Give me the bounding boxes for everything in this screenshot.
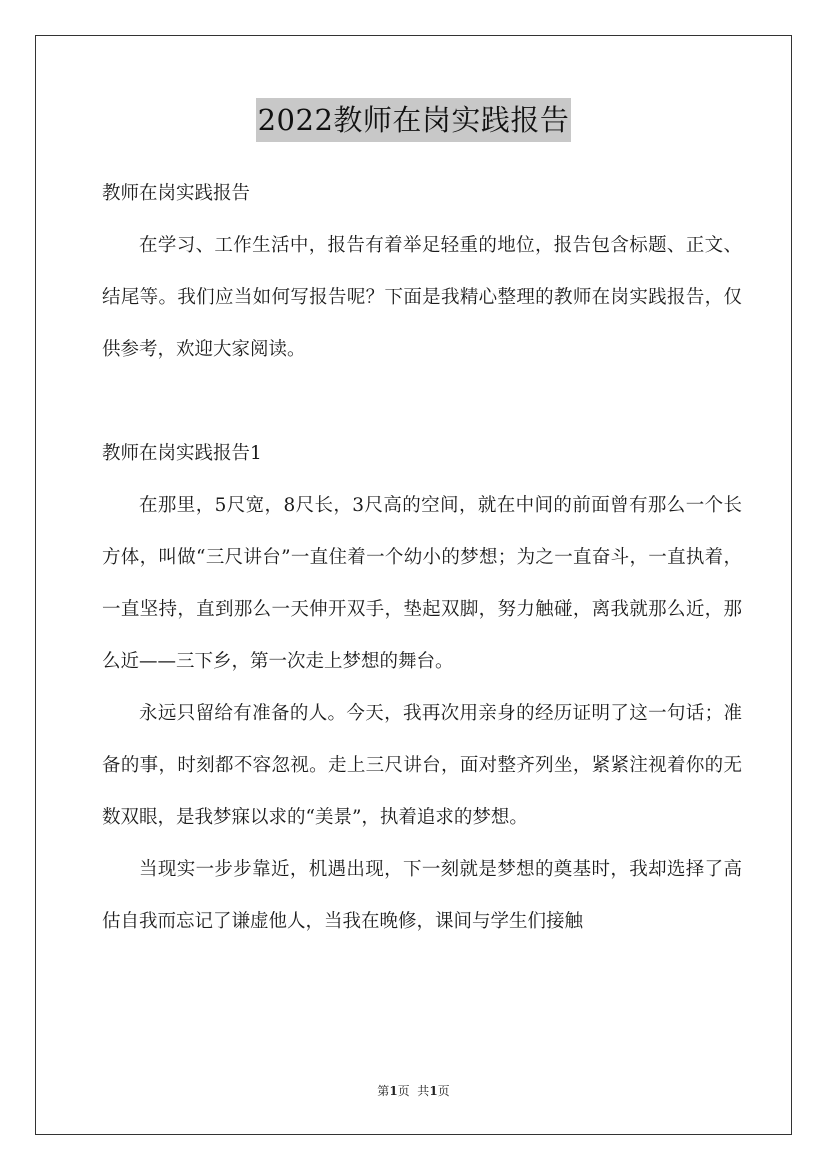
blank-line [102,376,742,428]
section1-paragraph-1: 在那里，5尺宽，8尺长，3尺高的空间，就在中间的前面曾有那么一个长方体，叫做“三尺讲台”一直住着一个幼小的梦想；为之一直奋斗，一直执着，一直坚持，直到那么一天伸开双手，垫起双脚，努力触碰，离我就那么近，那么近——三下乡，第一次走上梦想的舞台。 [102,495,742,672]
footer-page-total: 1 [429,1084,438,1098]
title-container [0,98,827,142]
footer-page-prefix: 第 [377,1084,390,1098]
footer-page-mid: 页 共 [397,1084,430,1098]
page-footer [0,1082,827,1099]
intro-heading: 教师在岗实践报告 [102,183,251,204]
section1-paragraph-2: 永远只留给有准备的人。今天，我再次用亲身的经历证明了这一句话；准备的事，时刻都不容忽视。走上三尺讲台，面对整齐列坐，紧紧注视着你的无数双眼，是我梦寐以求的“美景”，执着追求的梦想。 [102,703,742,828]
document-title: 2022教师在岗实践报告 [256,98,572,142]
section1-paragraph-3: 当现实一步步靠近，机遇出现，下一刻就是梦想的奠基时，我却选择了高估自我而忘记了谦虚他人，当我在晚修，课间与学生们接触 [102,859,742,932]
section1-heading: 教师在岗实践报告1 [102,443,262,464]
footer-page-suffix: 页 [437,1084,450,1098]
document-body [102,168,742,948]
intro-paragraph: 在学习、工作生活中，报告有着举足轻重的地位，报告包含标题、正文、结尾等。我们应当如何写报告呢？下面是我精心整理的教师在岗实践报告，仅供参考，欢迎大家阅读。 [102,235,742,360]
footer-page-current: 1 [389,1084,398,1098]
